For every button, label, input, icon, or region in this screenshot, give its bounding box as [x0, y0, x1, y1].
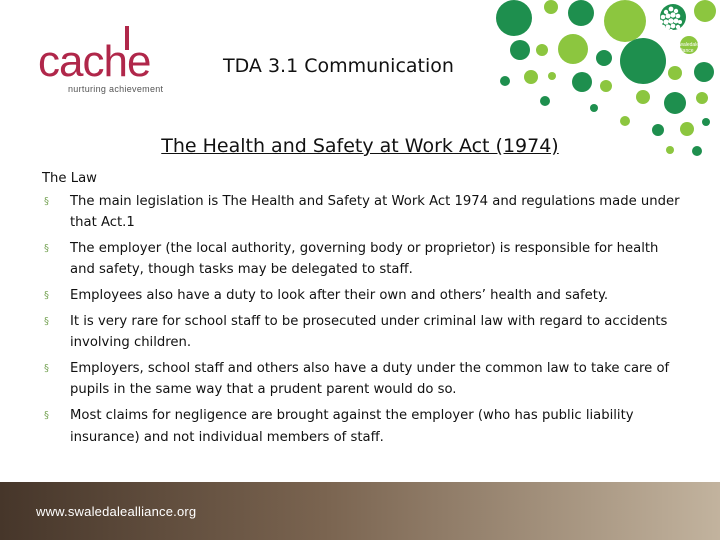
- list-item: [42, 285, 682, 307]
- dot: [496, 0, 532, 36]
- bullet-icon: §: [44, 289, 49, 301]
- dot: [590, 104, 598, 112]
- footer-url-link[interactable]: www.swaledalealliance.org: [36, 504, 197, 519]
- footer-bar: [0, 482, 720, 540]
- bullet-icon: §: [44, 409, 49, 421]
- dot: [604, 0, 646, 42]
- list-item-text: Most claims for negligence are brought against the employer (who has public liability insurance) and not individual members of staff.: [70, 407, 634, 445]
- dot: [694, 62, 714, 82]
- list-item: [42, 405, 682, 448]
- dot: [620, 116, 630, 126]
- list-item-text: Employees also have a duty to look after their own and others’ health and safety.: [70, 287, 609, 303]
- section-subhead: The Law: [42, 171, 97, 186]
- list-item: [42, 358, 682, 401]
- list-item: [42, 238, 682, 281]
- bullet-icon: §: [44, 362, 49, 374]
- content-body: [42, 168, 682, 452]
- dot: [510, 40, 530, 60]
- dot: [572, 72, 592, 92]
- bullet-icon: §: [44, 195, 49, 207]
- dot: [596, 50, 612, 66]
- bullet-list: [42, 191, 682, 449]
- cache-logo: [38, 26, 188, 96]
- list-item-text: Employers, school staff and others also have a duty under the common law to take care of pupils in the same way that a prudent parent would do so.: [70, 360, 670, 398]
- list-item-text: It is very rare for school staff to be prosecuted under criminal law with regard to accidents involving children.: [70, 313, 668, 351]
- dot: [536, 44, 548, 56]
- dot: [540, 96, 550, 106]
- dot: [664, 92, 686, 114]
- dot: [600, 80, 612, 92]
- list-item-text: The employer (the local authority, governing body or proprietor) is responsible for health and safety, though tasks may be delegated to staff.: [70, 240, 659, 278]
- main-title: The Health and Safety at Work Act (1974): [161, 135, 559, 157]
- dot: [702, 118, 710, 126]
- dot: [548, 72, 556, 80]
- list-item: [42, 191, 682, 234]
- list-item: [42, 311, 682, 354]
- dot: [500, 76, 510, 86]
- footer-logo-text: Swaledale Alliance: [676, 42, 700, 54]
- logo-tagline: nurturing achievement: [68, 84, 164, 94]
- bullet-icon: §: [44, 315, 49, 327]
- logo-wordmark: cache: [38, 37, 151, 86]
- dot: [668, 66, 682, 80]
- dot: [544, 0, 558, 14]
- dot: [558, 34, 588, 64]
- header-title: TDA 3.1 Communication: [223, 55, 454, 77]
- dot: [696, 92, 708, 104]
- dot: [636, 90, 650, 104]
- dot: [680, 122, 694, 136]
- dot: [568, 0, 594, 26]
- list-item-text: The main legislation is The Health and Safety at Work Act 1974 and regulations made under that Act.1: [70, 193, 680, 231]
- dot: [524, 70, 538, 84]
- bullet-icon: §: [44, 242, 49, 254]
